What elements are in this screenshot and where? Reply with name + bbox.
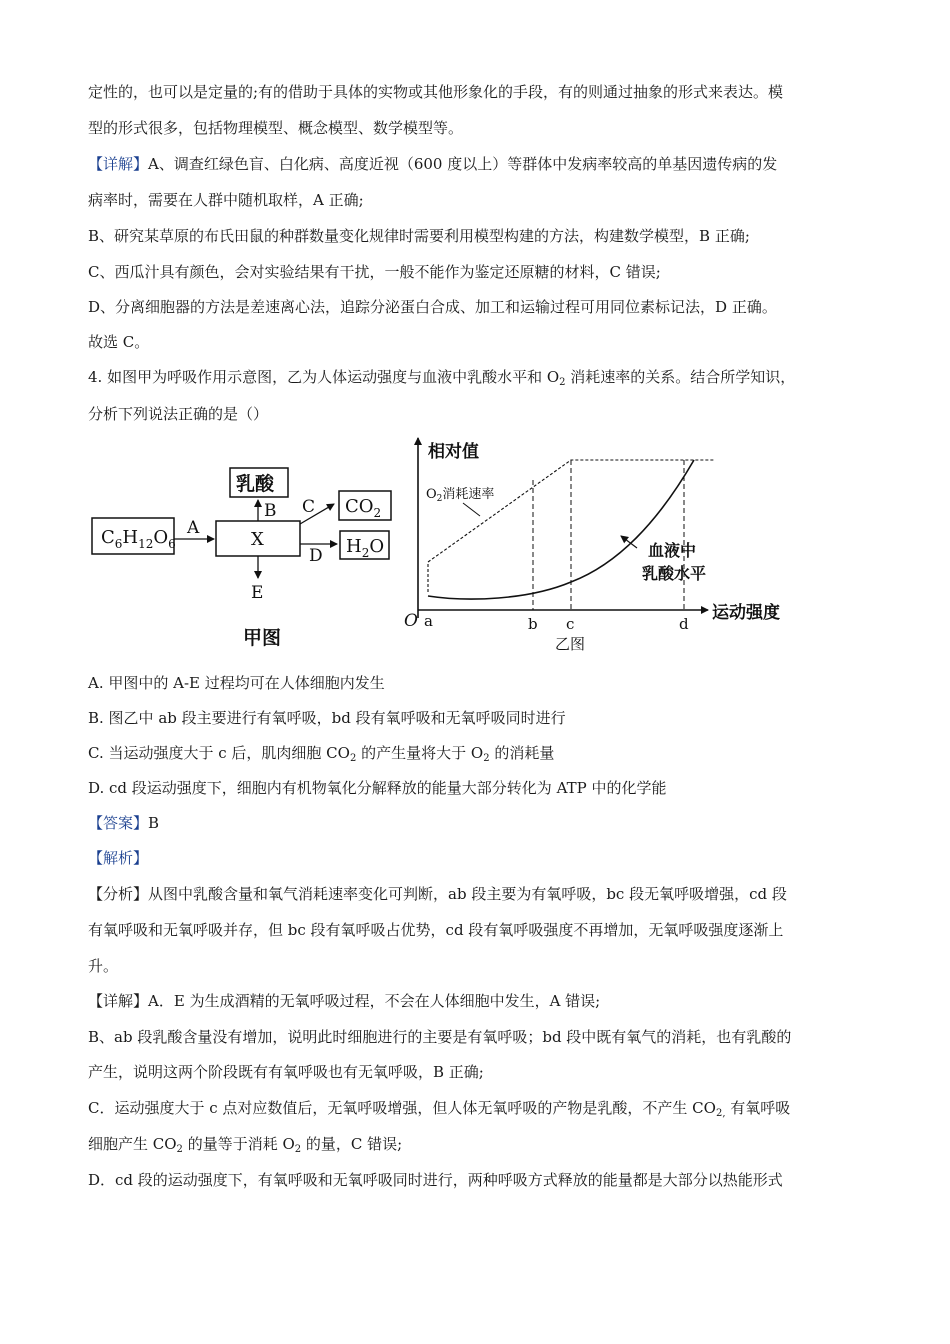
series-lactic-pointer <box>621 536 637 548</box>
detail-c1-sub: 2, <box>715 1108 726 1119</box>
detail-a-text: A．E 为生成酒精的无氧呼吸过程，不会在人体细胞中发生，A 错误; <box>148 992 601 1010</box>
option-a: A. 甲图中的 A-E 过程均可在人体细胞内发生 <box>88 674 385 692</box>
label-d: D <box>309 546 323 566</box>
caption-yi: 乙图 <box>555 635 586 653</box>
question-line-1 <box>88 367 795 387</box>
option-c-c: 的消耗量 <box>489 744 555 762</box>
label-a: A <box>187 518 200 538</box>
x-label: X <box>251 529 264 550</box>
tick-c: c <box>566 615 575 633</box>
caption-jia: 甲图 <box>243 627 282 649</box>
detail-c1-a: C．运动强度大于 c 点对应数值后，无氧呼吸增强，但人体无氧呼吸的产物是乳酸，不产生 CO <box>88 1099 716 1117</box>
series-o2-label: $O_2$消耗速率 <box>426 487 495 504</box>
detail-c2-sub1: 2 <box>176 1144 183 1155</box>
intro-line-1: 定性的，也可以是定量的;有的借助于具体的实物或其他形象化的手段，有的则通过抽象的形式来表达。模 <box>88 83 784 101</box>
detail-c2-a: 细胞产生 CO <box>88 1135 177 1153</box>
detail-c-1 <box>88 1098 790 1118</box>
detail-tag: 【详解】 <box>88 992 149 1010</box>
label-e: E <box>251 583 264 603</box>
chart-yi <box>404 438 780 653</box>
option-c-sub2: 2 <box>483 753 490 764</box>
figure-area <box>88 432 808 664</box>
series-lactic-label-2: 乳酸水平 <box>642 564 707 583</box>
answer-value: B <box>148 814 160 832</box>
label-b: B <box>264 501 277 521</box>
fenxi-tag: 【分析】 <box>88 885 149 903</box>
detail-c2-b: 的量等于消耗 O <box>182 1135 295 1153</box>
tick-d: d <box>679 615 689 633</box>
prev-detail-a <box>88 154 777 174</box>
answer-line <box>88 813 159 833</box>
figures-svg <box>88 432 808 664</box>
option-c-a: C. 当运动强度大于 c 后，肌肉细胞 CO <box>88 744 350 762</box>
fenxi-line-1 <box>88 884 787 904</box>
answer-tag: 【答案】 <box>88 814 149 832</box>
question-sub: 2 <box>559 377 566 388</box>
detail-b-1: B、ab 段乳酸含量没有增加，说明此时细胞进行的主要是有氧呼吸；bd 段中既有氧气的消耗，也有乳酸的 <box>88 1028 792 1046</box>
prev-detail-c: C、西瓜汁具有颜色，会对实验结果有干扰，一般不能作为鉴定还原糖的材料，C 错误; <box>88 263 661 281</box>
detail-d-1: D．cd 段的运动强度下，有氧呼吸和无氧呼吸同时进行，两种呼吸方式释放的能量都是大部分以热能形式 <box>88 1171 783 1189</box>
co2-label: $CO_2$ <box>345 496 382 520</box>
tick-a: a <box>424 612 433 630</box>
question-line-2: 分析下列说法正确的是（） <box>88 405 269 423</box>
h2o-label: $H_2O$ <box>346 536 385 560</box>
detail-a <box>88 991 600 1011</box>
lactic-label: 乳酸 <box>236 473 275 495</box>
prev-detail-b: B、研究某草原的布氏田鼠的种群数量变化规律时需要利用模型构建的方法，构建数学模型，B 正确; <box>88 227 750 245</box>
label-c: C <box>302 497 316 517</box>
question-text-b: 消耗速率的关系。结合所学知识， <box>565 368 796 386</box>
series-o2-pointer <box>463 503 480 516</box>
detail-c2-c: 的量，C 错误; <box>301 1135 403 1153</box>
fenxi-line-3: 升。 <box>88 957 119 975</box>
detail-c-2 <box>88 1134 402 1154</box>
diagram-jia <box>92 468 391 649</box>
tick-b: b <box>528 615 538 633</box>
series-lactic-label-1: 血液中 <box>648 541 697 560</box>
detail-b-2: 产生，说明这两个阶段既有有氧呼吸也有无氧呼吸，B 正确; <box>88 1063 484 1081</box>
prev-detail-a-cont: 病率时，需要在人群中随机取样，A 正确; <box>88 191 364 209</box>
fenxi-line-2: 有氧呼吸和无氧呼吸并存，但 bc 段有氧呼吸占优势，cd 段有氧呼吸强度不再增加，无氧呼吸强度逐渐上 <box>88 921 784 939</box>
glucose-label: $C_6H_{12}O_6$ <box>101 527 176 551</box>
x-axis-label: 运动强度 <box>712 603 780 623</box>
prev-detail-a-text: A、调查红绿色盲、白化病、高度近视（600 度以上）等群体中发病率较高的单基因遗传病的发 <box>148 155 778 173</box>
analysis-tag: 【解析】 <box>88 849 149 867</box>
option-c-b: 的产生量将大于 O <box>356 744 484 762</box>
question-text-a: 4. 如图甲为呼吸作用示意图，乙为人体运动强度与血液中乳酸水平和 O <box>88 368 560 386</box>
prev-choice: 故选 C。 <box>88 333 150 351</box>
option-c-sub1: 2 <box>349 753 357 764</box>
option-b: B. 图乙中 ab 段主要进行有氧呼吸，bd 段有氧呼吸和无氧呼吸同时进行 <box>88 709 566 727</box>
fenxi-text-1: 从图中乳酸含量和氧气消耗速率变化可判断，ab 段主要为有氧呼吸，bc 段无氧呼吸增强，cd 段 <box>148 885 787 903</box>
option-c <box>88 743 554 763</box>
detail-c2-sub2: 2 <box>294 1144 302 1155</box>
y-axis-label: 相对值 <box>428 442 479 462</box>
prev-detail-tag: 【详解】 <box>88 155 149 173</box>
detail-c1-b: 有氧呼吸 <box>725 1099 791 1117</box>
option-d: D. cd 段运动强度下，细胞内有机物氧化分解释放的能量大部分转化为 ATP 中的化学能 <box>88 779 667 797</box>
intro-line-2: 型的形式很多，包括物理模型、概念模型、数学模型等。 <box>88 119 464 137</box>
prev-detail-d: D、分离细胞器的方法是差速离心法，追踪分泌蛋白合成、加工和运输过程可用同位素标记法，D 正确。 <box>88 298 777 316</box>
origin-label: O <box>404 611 418 631</box>
